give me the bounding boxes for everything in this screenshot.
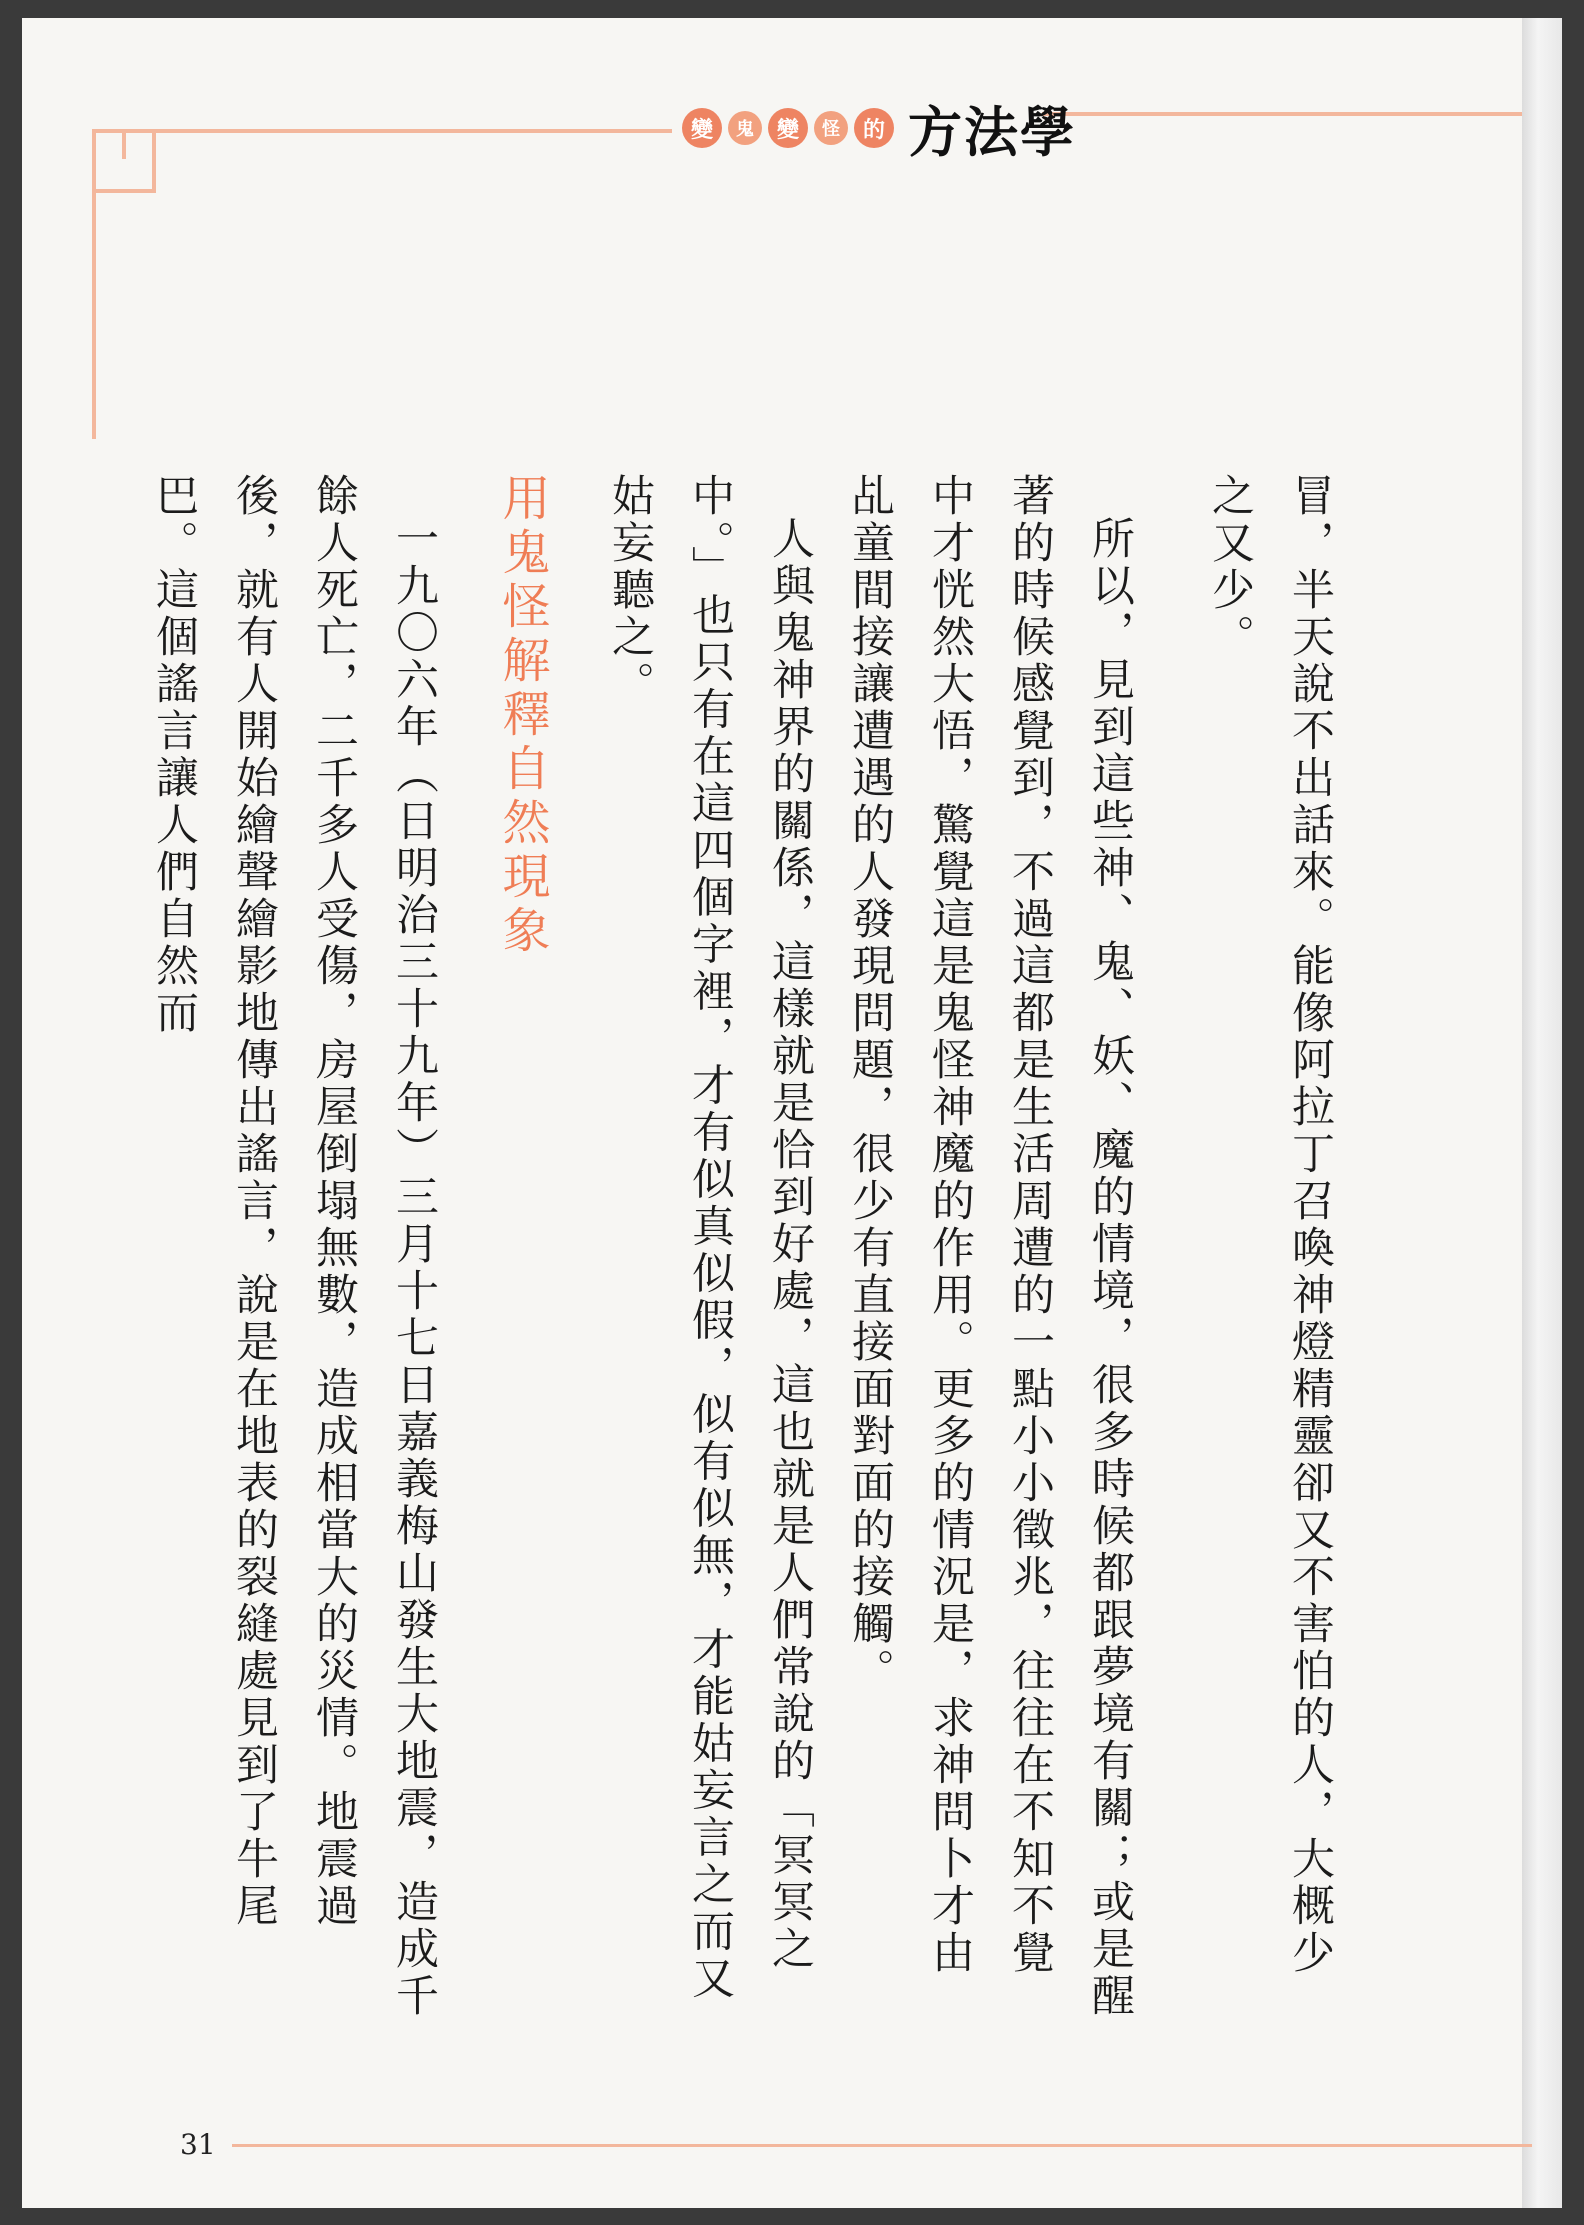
corner-ornament-inner	[122, 129, 156, 159]
paragraph-continued: 冒，半天說不出話來。能像阿拉丁召喚神燈精靈卻又不害怕的人，大概少之又少。	[1205, 473, 1335, 1977]
adjacent-page-edge	[1522, 18, 1562, 2208]
header-rule-left	[92, 129, 672, 133]
footer-rule	[232, 2144, 1532, 2147]
header-rule-right	[1042, 112, 1522, 116]
series-char-3: 變	[768, 108, 808, 148]
page-number: 31	[180, 2128, 216, 2161]
series-char-2: 鬼	[728, 111, 762, 145]
series-char-5: 的	[854, 108, 894, 148]
section-heading: 用鬼怪解釋自然現象	[494, 473, 550, 959]
running-header	[682, 100, 1076, 164]
paragraph-2: 人與鬼神界的關係，這樣就是恰到好處，這也就是人們常說的「冥冥之中。」也只有在這四個字裡，才有似真似假，似有似無，才能姑妄言之而又姑妄聽之。	[605, 473, 815, 2003]
paragraph-3: 一九〇六年（日明治三十九年）三月十七日嘉義梅山發生大地震，造成千餘人死亡，二千多人受傷，房屋倒塌無數，造成相當大的災情。地震過後，就有人開始繪聲繪影地傳出謠言，說是在地表的裂縫處見到了牛尾巴。這個謠言讓人們自然而	[149, 473, 439, 2020]
book-page	[22, 18, 1562, 2208]
series-title: 方法學	[908, 100, 1076, 164]
vertical-body-text	[134, 473, 1350, 2023]
series-char-4: 怪	[814, 111, 848, 145]
paragraph-1: 所以，見到這些神、鬼、妖、魔的情境，很多時候都跟夢境有關；或是醒著的時候感覺到，不過這都是生活周遭的一點小小徵兆，往往在不知不覺中才恍然大悟，驚覺這是鬼怪神魔的作用。更多的情況是，求神問卜才由乩童間接讓遭遇的人發現問題，很少有直接面對面的接觸。	[845, 473, 1135, 2020]
series-char-1: 變	[682, 108, 722, 148]
